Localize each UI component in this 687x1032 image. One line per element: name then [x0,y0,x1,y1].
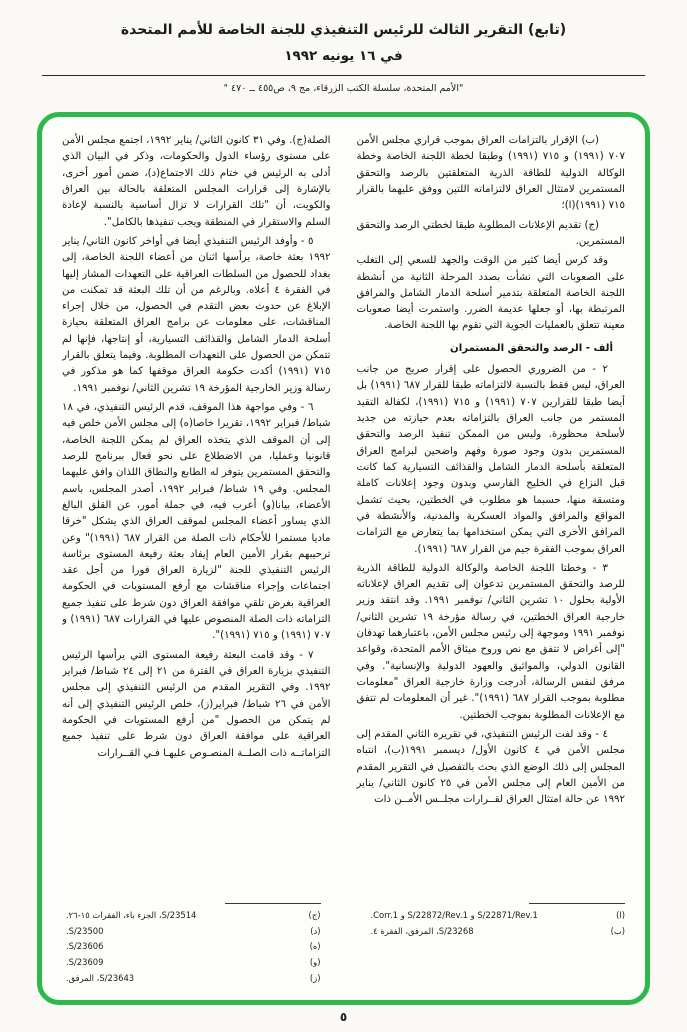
footnote-label: (ب) [610,925,625,936]
footnote-label: (د) [310,925,321,936]
footnote [62,956,321,970]
source-reference: "الأمم المتحدة، سلسلة الكتب الزرقاء، مج ٩، ص٤٥٥ ــ ٤٧٠ " [223,83,464,94]
column-left [62,133,331,893]
content-border-box [37,112,650,1005]
footnote-text: S/23606. [66,941,104,952]
paragraph-2: ٢ - من الضروري الحصول على إقرار صريح من جانب العراق، ليس فقط بالنسبة لالتزاماته طبقا للقرار ٦٨٧ (١٩٩١) بل أيضا طبقا للقرارين ٧٠٧ (١٩٩١) و ٧١٥ (١٩٩١)، لكفالة التقيد المستمر من جانب العراق بالتزاماته بعدم حيازته من جديد لأسلحة محظورة. وليس من الممكن تنفيذ الرصد والتحقق المستمرين بدون وجود صورة وفهم واضحين لبرامج العراق المتعلقة بأسلحة الدمار الشامل والقذائف التسيارية كما كانت قبل النزاع في الخليج الفارسي وبدون وجود إعلانات كاملة ومتسقة منها، حسبما هو مطلوب في الخطتين، بحيث تشمل المواقع والمرافق والمواد العسكرية والمدنية، والأنشطة في المرافق الأخرى التي يمكن استخدامها بما يتعارض مع التزامات العراق بموجب الفقرة جيم من القرار ٦٨٧ (١٩٩١). [356,364,625,555]
footnote-text: S/23609. [66,957,104,968]
document-date: في ١٦ يونيه ١٩٩٢ [284,48,403,64]
paragraph-continuation: الصلة(ج). وفي ٣١ كانون الثاني/ يناير ١٩٩٢، اجتمع مجلس الأمن على مستوى رؤساء الدول والحكومات، وذكر في البيان الذي أدلى به الرئيس في ختام ذلك الاجتماع(د)، ضمن أمور أخرى، بالإشارة إلى قرارات المجلس المتعلقة بالحالة بين العراق والكويت، أن "تلك القرارات لا تزال أساسية بالنسبة لإعادة السلم والاستقرار في المنطقة ويجب تنفيذها بالكامل". [62,135,331,228]
footnote [367,925,626,939]
footnote [62,925,321,939]
paragraph-item-j: (ج) تقديم الإعلانات المطلوبة طبقا لخطتي الرصد والتحقق المستمرين. [356,219,625,247]
column-right [357,133,626,893]
paragraph: وقد كرس أيضا كثير من الوقت والجهد للسعي إلى التغلب على الصعوبات التي نشأت بصدد المرحلة الثانية من أنشطة اللجنة الخاصة المتعلقة بتدمير أسلحة الدمار الشامل والمرافق المرتبطة بها، أو جعلها عديمة الضرر. واستمرت أيضا صعوبات معينة تتعلق بالعمليات الجوية التي تقوم بها اللجنة الخاصة. [356,255,625,332]
footnote [367,909,626,923]
footnote-separator [529,903,625,904]
paragraph-3: ٣ - وخطتا اللجنة الخاصة والوكالة الدولية للطاقة الذرية للرصد والتحقق المستمرين تدعوان إلى تقديم العراق لإعلاناته الأولية بحلول ١٠ تشرين الثاني/ نوفمبر ١٩٩١. وقد انتقد وزير خارجية العراق الخطتين، في رسالة مؤرخة ١٩ تشرين الثاني/ نوفمبر ١٩٩١ وموجهة إلى رئيس مجلس الأمن، باعتبارهما تهدفان "إلى أغراض لا تتفق مع نص وروح ميثاق الأمم المتحدة، وقواعد القانون الدولي، والمواثيق والعهود الدولية والإنسانية". وفي مرفق لنفس الرسالة، أدرجت وزارة خارجية العراق "معلومات مطلوبة بموجب القرار ٦٨٧ (١٩٩١)". غير أن المعلومات لم تتفق مع الإعلانات المطلوبة بموجب الخطتين. [356,562,625,721]
document-title: (تابع) التقرير الثالث للرئيس التنفيذي للجنة الخاصة للأمم المتحدة [120,22,567,38]
footnote-separator [225,903,321,904]
footnote-text: S/23268، المرفق، الفقرة ٤. [370,925,474,936]
footnote [62,940,321,954]
footnote-text: S/23514، الجزء باء، الفقرات ١٥-٢٦. [66,909,197,920]
paragraph-7: ٧ - وقد قامت البعثة رفيعة المستوى التي يرأسها الرئيس التنفيذي بزيارة العراق في الفترة من ٢١ إلى ٢٤ شباط/ فبراير ١٩٩٢. وفي التقرير المقدم من الرئيس التنفيذي إلى مجلس الأمن في ٢٦ شباط/ فبراير(ز)، خلص الرئيس التنفيذي إلى أنه لم يتمكن من الحصول "من أرفع المستويات في الحكومة العراقية على موافقة العراق دون شرط على تنفيذ جميع التزاماتــه ذات الصلــة المنصـوص عليهـا فـي القــرارات [62,649,331,759]
paragraph-item-b: (ب) الإقرار بالتزامات العراق بموجب قراري مجلس الأمن ٧٠٧ (١٩٩١) و ٧١٥ (١٩٩١) وطبقا لخطة اللجنة الخاصة وخطة الوكالة الدولية للطاقة الذرية المتعلقتين بالرصد والتحقق المستمرين لامتثال العراق لالتزاماته اللتين ووفق عليهما بالقرار ٧١٥ (١٩٩١)(ا)؛ [356,135,625,212]
footnote-text: S/23643، المرفق. [66,973,135,984]
footnote [62,909,321,923]
paragraph-6: ٦ - وفي مواجهة هذا الموقف، قدم الرئيس التنفيذي، في ١٨ شباط/ فبراير ١٩٩٢، تقريرا خاصا(ه) إلى مجلس الأمن خلص فيه إلى أن الموقف الذي يتخذه العراق لم يمكن اللجنة الخاصة، قانونيا وعمليا، من الاضطلاع على نحو فعال ببرنامج للرصد والتحقق المستمرين يتوفر له الطابع والنطاق اللذان وافق عليهما المجلس. وفي ١٩ شباط/ فبراير ١٩٩٢، أصدر المجلس، باسم الأعضاء، بيانا(و) أعرب فيه، في جملة أمور، عن القلق البالغ الذي يساور أعضاء المجلس لموقف العراق الذي يشكل "خرقا ماديا مستمرا للأحكام ذات الصلة من القرار ٦٨٧ (١٩٩١)" وعن ترحيبهم بقرار الأمين العام إيفاد بعثة رفيعة المستوى برئاسة الرئيس التنفيذي للجنة "لزيارة العراق فورا من أجل عقد اجتماعات وإجراء مناقشات مع أرفع المستويات في الحكومة العراقية بغرض تلقي موافقة العراق دون شرط على تنفيذ جميع التزاماته ذات الصلة المنصوص عليها في القرارات ٦٨٧ (١٩٩١) و ٧٠٧ (١٩٩١) و ٧١٥ (١٩٩١)". [62,402,331,642]
section-heading-monitoring: ألف - الرصد والتحقق المستمران [450,342,613,354]
header-divider [42,75,645,76]
footnotes-group-right [367,903,626,988]
footnote [62,972,321,986]
footnote-label: (و) [309,957,321,968]
two-column-text [62,133,625,893]
page-number: ٥ [339,1010,348,1024]
footnote-label: (ز) [309,973,321,984]
footnote-text: S/22871/Rev.1 و S/22872/Rev.1 و Corr.1. [370,909,538,920]
footnotes [62,903,625,988]
footnotes-group-left [62,903,321,988]
footnote-label: (ه) [309,941,321,952]
footnote-label: (ا) [616,909,625,920]
footnote-text: S/23500. [66,925,104,936]
document-header [0,0,687,94]
paragraph-5: ٥ - وأوفد الرئيس التنفيذي أيضا في أواخر كانون الثاني/ يناير ١٩٩٢ بعثة خاصة، يرأسها اثنان من أعضاء اللجنة الخاصة، إلى بغداد للحصول من السلطات العراقية على التعهدات المشار إليها في الفقرة ٤ أعلاه. وبالرغم من أن تلك البعثة قد تمكنت من الإبلاغ عن حدوث بعض التقدم في الحصول، من خلال إجراء المناقشات، على معلومات عن برامج العراق المتعلقة بحيازة أسلحة الدمار الشامل والقذائف التسيارية، أو إنتاجها، فإنها لم تتمكن من الحصول على التعهدات المطلوبة. وفيما يتعلق بالقرار ٧١٥ (١٩٩١) أكدت حكومة العراق موقفها كما هو مذكور في رسالة وزير الخارجية المؤرخة ١٩ تشرين الثاني/ نوفمبر ١٩٩١. [62,235,331,394]
footnote-label: (ج) [308,909,321,920]
paragraph-4: ٤ - وقد لفت الرئيس التنفيذي، في تقريره الثاني المقدم إلى مجلس الأمن في ٤ كانون الأول/ ديسمبر ١٩٩١(ب)، انتباه المجلس إلى ذلك الوضع الذي بحث بالتفصيل في التقرير المقدم من الأمين العام إلى مجلس الأمن في ٢٥ كانون الثاني/ يناير ١٩٩٢ عن حالة امتثال العراق لقــرارات مجلــس الأمــن ذات [356,728,625,806]
